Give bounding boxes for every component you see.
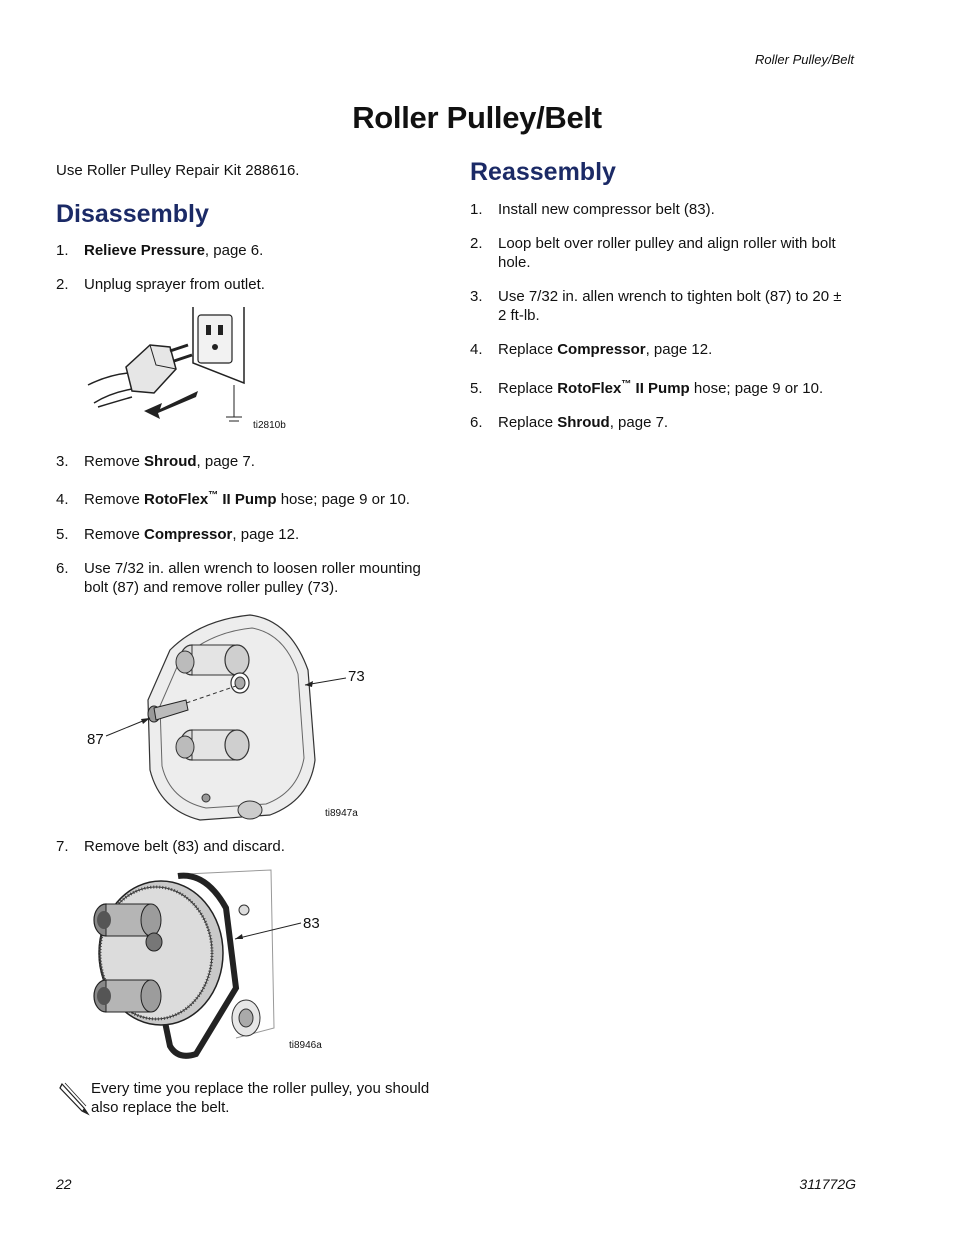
callout-leader-belt <box>230 920 305 945</box>
page-title: Roller Pulley/Belt <box>352 100 602 135</box>
callout-87: 87 <box>87 731 104 748</box>
reassembly-step-3: 3. Use 7/32 in. allen wrench to tighten bolt (87) to 20 ± 2 ft-lb. <box>470 288 842 324</box>
step-number: 1. <box>56 242 69 259</box>
step-number: 2. <box>470 235 483 252</box>
step-number: 6. <box>470 414 483 431</box>
figure-tag-roller: ti8947a <box>325 808 358 819</box>
figure-tag-plug: ti2810b <box>253 420 286 431</box>
step-number: 4. <box>56 491 69 508</box>
page-number: 22 <box>56 1176 72 1192</box>
step-number: 7. <box>56 838 69 855</box>
step-number: 5. <box>56 526 69 543</box>
step-number: 2. <box>56 276 69 293</box>
unplug-illustration <box>88 305 298 435</box>
step-number: 4. <box>470 341 483 358</box>
belt-illustration <box>86 868 281 1063</box>
callout-leaders-roller <box>100 676 350 746</box>
figure-tag-belt: ti8946a <box>289 1040 322 1051</box>
reassembly-step-2: 2. Loop belt over roller pulley and align roller with bolt hole. <box>470 235 836 271</box>
step-number: 3. <box>56 453 69 470</box>
callout-73: 73 <box>348 668 365 685</box>
step-number: 6. <box>56 560 69 577</box>
disassembly-heading: Disassembly <box>56 200 209 228</box>
reassembly-heading: Reassembly <box>470 158 616 186</box>
intro-text: Use Roller Pulley Repair Kit 288616. <box>56 162 300 179</box>
step-number: 5. <box>470 380 483 397</box>
document-number: 311772G <box>799 1176 856 1192</box>
pencil-note-icon <box>58 1080 90 1116</box>
callout-83: 83 <box>303 915 320 932</box>
step-number: 1. <box>470 201 483 218</box>
disassembly-step-6: 6. Use 7/32 in. allen wrench to loosen roller mounting bolt (87) and remove roller pulley (73). <box>56 560 421 596</box>
running-header: Roller Pulley/Belt <box>755 52 854 67</box>
note-text: Every time you replace the roller pulley, you should also replace the belt. <box>91 1080 430 1116</box>
step-number: 3. <box>470 288 483 305</box>
